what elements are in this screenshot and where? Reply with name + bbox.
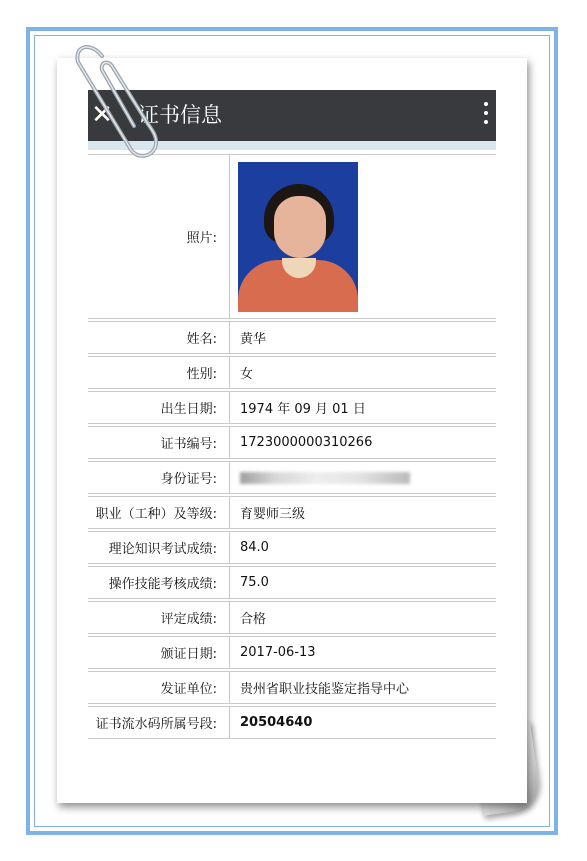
table-row-name <box>88 321 496 354</box>
row-value: 贵州省职业技能鉴定指导中心 <box>230 671 496 704</box>
table-row-gender <box>88 356 496 389</box>
row-label: 评定成绩: <box>88 601 230 634</box>
certificate-info-table <box>88 152 496 741</box>
avatar <box>238 162 358 312</box>
table-row-skill-score <box>88 566 496 599</box>
row-value: 2017-06-13 <box>230 636 496 669</box>
row-label: 照片: <box>88 154 230 319</box>
more-vertical-icon[interactable] <box>482 102 490 128</box>
row-label: 身份证号: <box>88 461 230 494</box>
row-value: 黄华 <box>230 321 496 354</box>
table-row-serial-range <box>88 706 496 739</box>
header-divider <box>88 141 496 150</box>
row-label: 颁证日期: <box>88 636 230 669</box>
row-label: 发证单位: <box>88 671 230 704</box>
row-label: 姓名: <box>88 321 230 354</box>
table-row-occupation <box>88 496 496 529</box>
redacted-id-value <box>230 461 496 494</box>
row-label: 证书编号: <box>88 426 230 459</box>
title-bar <box>88 90 496 141</box>
table-row-photo <box>88 154 496 319</box>
row-label: 职业（工种）及等级: <box>88 496 230 529</box>
row-value: 75.0 <box>230 566 496 599</box>
row-label: 性别: <box>88 356 230 389</box>
table-row-result <box>88 601 496 634</box>
row-label: 出生日期: <box>88 391 230 424</box>
photo-cell <box>230 154 496 319</box>
row-label: 证书流水码所属号段: <box>88 706 230 739</box>
phone-screenshot <box>88 90 496 765</box>
row-value: 1974 年 09 月 01 日 <box>230 391 496 424</box>
table-row-cert-number <box>88 426 496 459</box>
row-value: 84.0 <box>230 531 496 564</box>
row-value: 女 <box>230 356 496 389</box>
table-row-theory-score <box>88 531 496 564</box>
row-value: 1723000000310266 <box>230 426 496 459</box>
table-row-issuer <box>88 671 496 704</box>
table-row-id-number <box>88 461 496 494</box>
row-label: 操作技能考核成绩: <box>88 566 230 599</box>
row-label: 理论知识考试成绩: <box>88 531 230 564</box>
row-value: 20504640 <box>230 706 496 739</box>
row-value: 育婴师三级 <box>230 496 496 529</box>
table-row-birthdate <box>88 391 496 424</box>
row-value: 合格 <box>230 601 496 634</box>
close-icon[interactable]: ✕ <box>91 100 113 130</box>
table-row-issue-date <box>88 636 496 669</box>
page-title: 证书信息 <box>138 103 222 127</box>
